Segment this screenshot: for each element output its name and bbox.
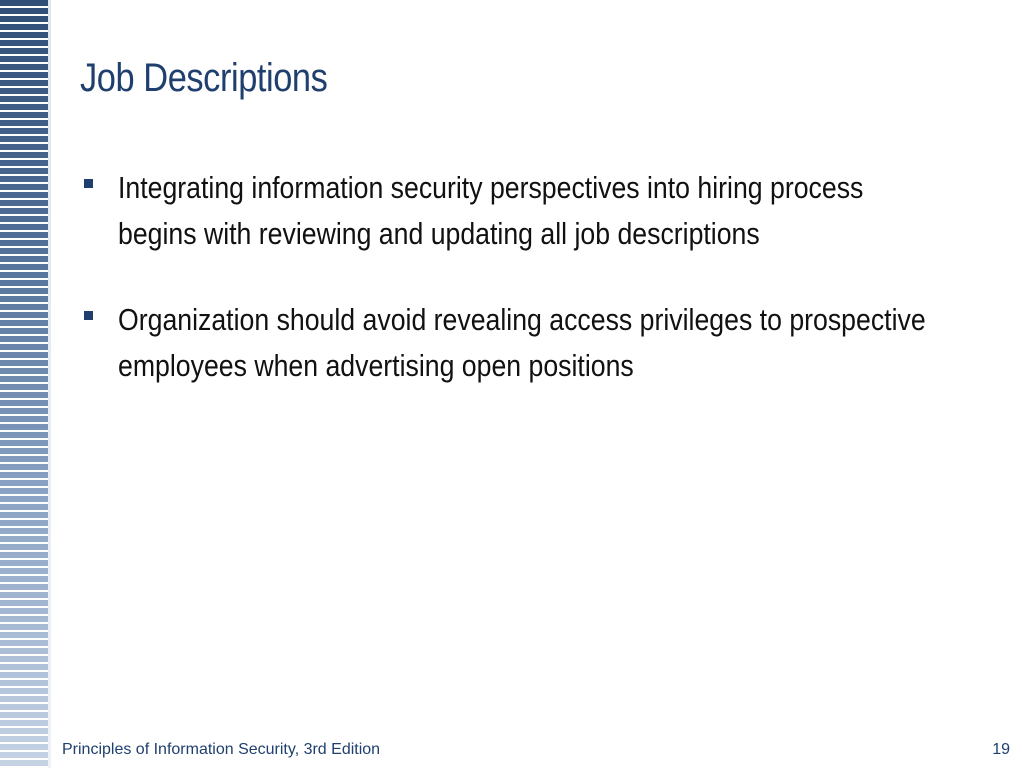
footer-course-title: Principles of Information Security, 3rd Edition (62, 741, 381, 758)
page-number: 19 (992, 741, 1010, 758)
square-bullet-icon (84, 311, 93, 320)
decorative-stripe-edge (48, 0, 51, 768)
bullet-item (80, 297, 980, 389)
square-bullet-icon (84, 179, 93, 188)
bullet-text: Integrating information security perspectives into hiring process begins with reviewing and updating all job descriptions (118, 170, 864, 251)
slide-title: Job Descriptions (80, 56, 328, 100)
bullet-list (80, 165, 980, 429)
decorative-stripe-bar (0, 0, 48, 768)
bullet-item (80, 165, 980, 257)
bullet-text: Organization should avoid revealing access privileges to prospective employees when advertising open positions (118, 302, 926, 383)
